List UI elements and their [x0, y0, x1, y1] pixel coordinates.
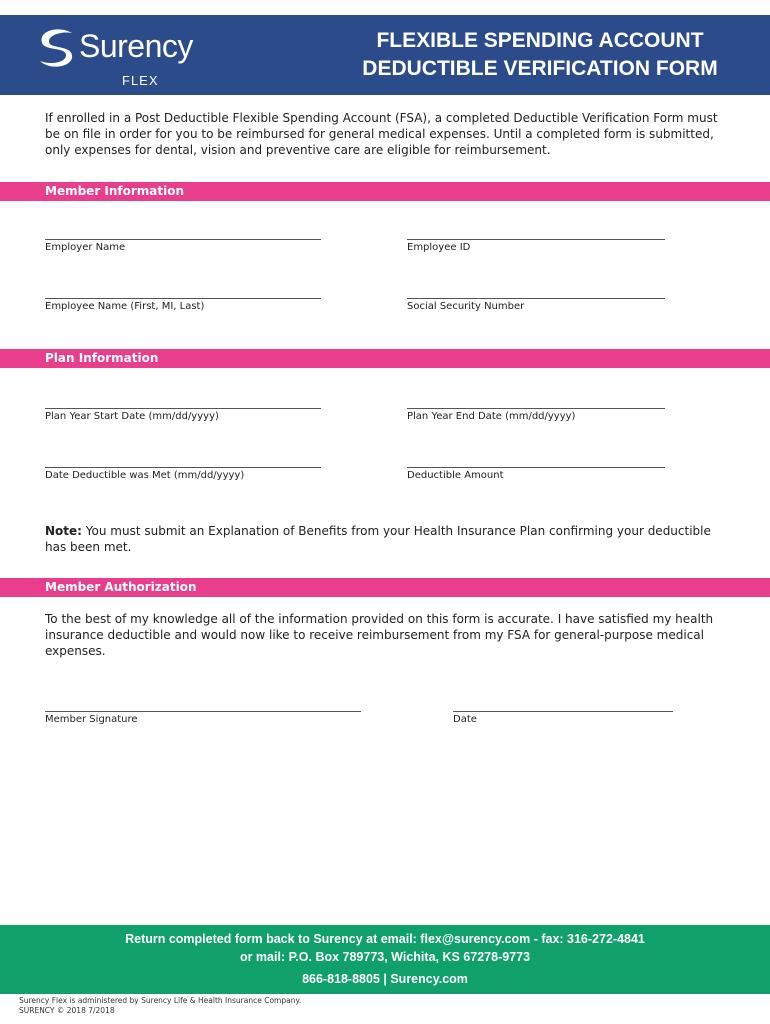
- surency-swoosh-icon: [36, 27, 76, 71]
- field-label: Date Deductible was Met (mm/dd/yyyy): [45, 470, 245, 481]
- member-authorization-bar: [0, 578, 770, 597]
- plan-information-bar: [0, 349, 770, 368]
- signature-date-field[interactable]: [453, 711, 673, 725]
- section-title: Plan Information: [45, 351, 159, 365]
- form-title-line2: DEDUCTIBLE VERIFICATION FORM: [362, 57, 718, 80]
- fine-print: [19, 996, 301, 1016]
- ssn-field[interactable]: [407, 298, 665, 312]
- field-label: Member Signature: [45, 714, 138, 725]
- note-paragraph: [45, 523, 735, 555]
- fine-print-line1: Surency Flex is administered by Surency Life & Health Insurance Company.: [19, 996, 302, 1005]
- authorization-paragraph: To the best of my knowledge all of the information provided on this form is accurate. I have satisfied my health insurance deductible and would now like to receive reimbursement from my FSA for general-purpose medical expenses.: [45, 612, 714, 658]
- member-signature-field[interactable]: [45, 711, 361, 725]
- employee-id-field[interactable]: [407, 239, 665, 253]
- fine-print-line2: SURENCY © 2018 7/2018: [19, 1006, 115, 1015]
- section-title: Member Information: [45, 184, 185, 198]
- brand-name: Surency: [79, 28, 193, 64]
- employee-name-field[interactable]: [45, 298, 321, 312]
- member-information-bar: [0, 182, 770, 201]
- field-label: Social Security Number: [407, 301, 525, 312]
- deductible-amount-field[interactable]: [407, 467, 665, 481]
- form-header: [0, 15, 770, 95]
- field-label: Deductible Amount: [407, 470, 504, 481]
- field-label: Plan Year End Date (mm/dd/yyyy): [407, 411, 576, 422]
- surency-flex-logo: [36, 25, 211, 89]
- plan-end-date-field[interactable]: [407, 408, 665, 422]
- field-label: Employee Name (First, MI, Last): [45, 301, 205, 312]
- brand-subtitle: FLEX: [122, 73, 159, 88]
- employer-name-field[interactable]: [45, 239, 321, 253]
- footer-phone-website: 866-818-8805 | Surency.com: [302, 972, 468, 986]
- section-title: Member Authorization: [45, 580, 197, 594]
- deductible-met-date-field[interactable]: [45, 467, 321, 481]
- form-title: [335, 27, 745, 83]
- form-title-line1: FLEXIBLE SPENDING ACCOUNT: [376, 29, 704, 52]
- field-label: Employee ID: [407, 242, 471, 253]
- note-label: Note:: [45, 524, 82, 538]
- field-label: Employer Name: [45, 242, 126, 253]
- return-instructions-footer: [0, 925, 770, 994]
- intro-paragraph: If enrolled in a Post Deductible Flexible Spending Account (FSA), a completed Deductible Verification Form must be on file in order for you to be reimbursed for general medical expenses. Until a completed form is submitted, only expenses for dental, vision and preventive care are eligible for reimbursement.: [45, 111, 718, 157]
- footer-email-fax: Return completed form back to Surency at email: flex@surency.com - fax: 316-272-4841: [125, 932, 645, 946]
- field-label: Date: [453, 714, 477, 725]
- note-text: You must submit an Explanation of Benefits from your Health Insurance Plan confirming your deductible has been met.: [45, 524, 711, 554]
- field-label: Plan Year Start Date (mm/dd/yyyy): [45, 411, 219, 422]
- plan-start-date-field[interactable]: [45, 408, 321, 422]
- footer-mail-address: or mail: P.O. Box 789773, Wichita, KS 67278-9773: [239, 950, 531, 964]
